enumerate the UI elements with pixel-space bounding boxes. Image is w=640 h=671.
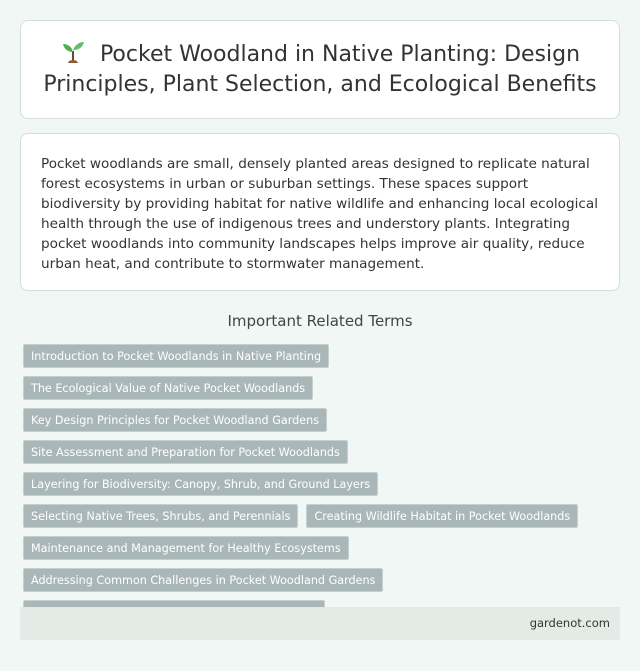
description-card — [20, 133, 620, 291]
related-term-tag[interactable]: Layering for Biodiversity: Canopy, Shrub, and Ground Layers — [23, 472, 378, 496]
related-term-tag[interactable]: The Ecological Value of Native Pocket Woodlands — [23, 376, 313, 400]
footer — [20, 607, 620, 640]
related-term-tag[interactable]: Site Assessment and Preparation for Pocket Woodlands — [23, 440, 348, 464]
title-card — [20, 20, 620, 119]
description-text: Pocket woodlands are small, densely planted areas designed to replicate natural forest ecosystems in urban or suburban settings. These spaces support biodiversity by providing habitat for native wildlife and enhancing local ecological health through the use of indigenous trees and understory plants. Integrating pocket woodlands into community landscapes helps improve air quality, reduce urban heat, and contribute to stormwater management. — [41, 156, 598, 272]
related-term-tag[interactable]: Maintenance and Management for Healthy Ecosystems — [23, 536, 349, 560]
related-term-tag[interactable]: Creating Wildlife Habitat in Pocket Woodlands — [306, 504, 578, 528]
related-term-tag[interactable]: Introduction to Pocket Woodlands in Native Planting — [23, 344, 329, 368]
related-term-tag[interactable]: Selecting Native Trees, Shrubs, and Perennials — [23, 504, 298, 528]
related-term-tag[interactable]: Addressing Common Challenges in Pocket Woodland Gardens — [23, 568, 383, 592]
related-term-tag[interactable]: Key Design Principles for Pocket Woodland Gardens — [23, 408, 327, 432]
related-terms-heading: Important Related Terms — [227, 312, 413, 330]
page-title — [35, 39, 605, 100]
related-terms-list — [23, 344, 623, 624]
sprout-icon — [60, 39, 86, 65]
page-title-text: Pocket Woodland in Native Planting: Design Principles, Plant Selection, and Ecological Benefits — [43, 42, 597, 97]
footer-site-link[interactable]: gardenot.com — [529, 616, 610, 630]
